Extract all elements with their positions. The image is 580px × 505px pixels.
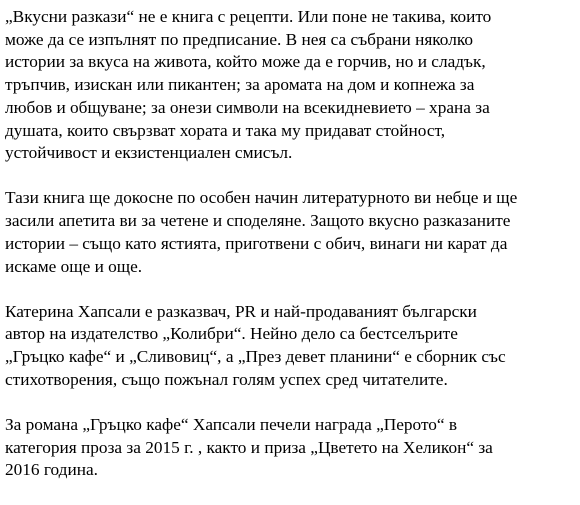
text-line: стихотворения, също пожънал голям успех сред читателите.: [5, 369, 448, 389]
text-line: Катерина Хапсали е разказвач, PR и най-продаваният български: [5, 301, 477, 321]
paragraph-appetite: [5, 187, 577, 278]
text-line: истории – също като ястията, приготвени с обич, винаги ни карат да: [5, 233, 508, 253]
text-line: „Вкусни разкази“ не е книга с рецепти. Или поне не такива, които: [5, 7, 492, 26]
text-line: За романа „Гръцко кафе“ Хапсали печели награда „Перото“ в: [5, 415, 458, 435]
text-line: тръпчив, изискан или пикантен; за аромата на дом и копнежа за: [5, 75, 475, 95]
text-line: Тази книга ще докосне по особен начин литературното ви небце и ще: [5, 188, 518, 208]
text-line: категория проза за 2015 г. , както и приза „Цветето на Хеликон“ за: [5, 437, 493, 457]
paragraph-awards: [5, 414, 577, 482]
text-line: 2016 година.: [5, 460, 98, 480]
text-line: искаме още и още.: [5, 256, 143, 276]
document-body: [5, 6, 577, 505]
text-line: може да се изпълнят по предписание. В нея са събрани няколко: [5, 29, 473, 49]
paragraph-author: [5, 301, 577, 392]
text-line: душата, които свързват хората и така му придават стойност,: [5, 120, 446, 140]
text-line: „Гръцко кафе“ и „Сливовиц“, а „През девет планини“ е сборник със: [5, 347, 506, 367]
text-line: истории за вкуса на живота, който може да е горчив, но и сладък,: [5, 52, 486, 72]
paragraph-intro: [5, 6, 577, 165]
text-line: любов и общуване; за онези символи на всекидневието – храна за: [5, 97, 490, 117]
text-line: автор на издателство „Колибри“. Нейно дело са бестселърите: [5, 324, 458, 344]
text-line: устойчивост и екзистенциален смисъл.: [5, 143, 293, 163]
text-line: засили апетита ви за четене и споделяне. Защото вкусно разказаните: [5, 211, 511, 231]
